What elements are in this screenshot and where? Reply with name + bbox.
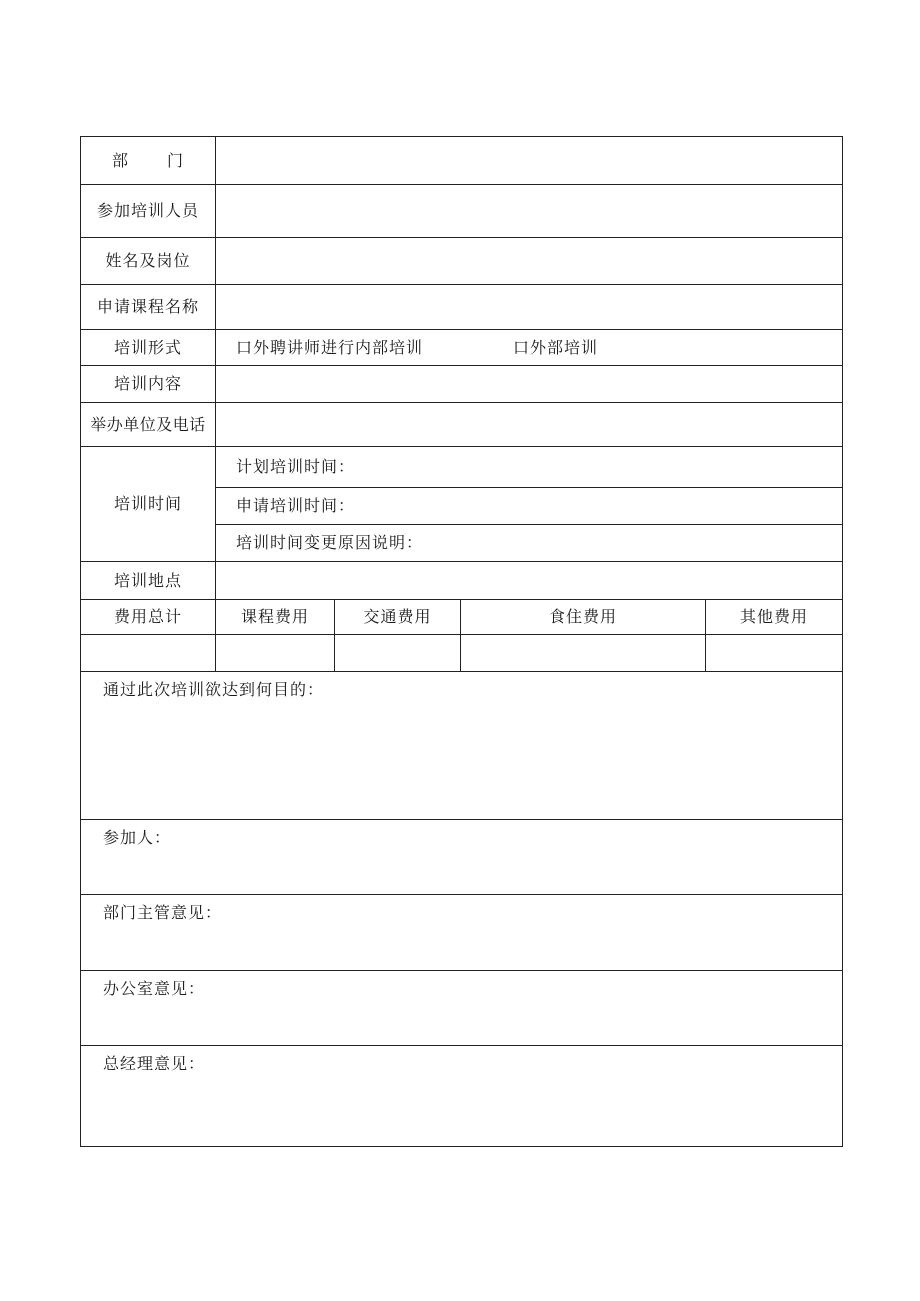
organizer-phone-row <box>81 403 843 447</box>
department-row <box>81 137 843 185</box>
time-change-reason-field[interactable]: 培训时间变更原因说明： <box>216 525 843 562</box>
course-fee-field[interactable] <box>216 635 335 672</box>
cost-value-row <box>81 635 843 672</box>
training-content-field[interactable] <box>216 366 843 403</box>
purpose-row <box>81 672 843 820</box>
name-position-row <box>81 238 843 285</box>
course-fee-label: 课程费用 <box>216 600 335 635</box>
cost-header-row <box>81 600 843 635</box>
cost-total-label: 费用总计 <box>81 600 216 635</box>
planned-time-field[interactable]: 计划培训时间： <box>216 447 843 488</box>
training-form-options <box>216 330 843 366</box>
gm-opinion-label: 总经理意见： <box>103 1054 206 1073</box>
transport-fee-label: 交通费用 <box>335 600 461 635</box>
department-label-a: 部 <box>111 150 129 170</box>
participant-label: 参加人： <box>103 828 172 847</box>
option-external-checkbox[interactable]: 口外部培训 <box>513 337 599 357</box>
dept-manager-opinion-label: 部门主管意见： <box>103 903 223 922</box>
training-content-label: 培训内容 <box>81 366 216 403</box>
option-internal-checkbox[interactable]: 口外聘讲师进行内部培训 <box>236 337 424 357</box>
name-position-field[interactable] <box>216 238 843 285</box>
other-fee-label: 其他费用 <box>706 600 843 635</box>
training-time-planned-row <box>81 447 843 488</box>
training-application-form <box>80 136 843 1147</box>
participant-row <box>81 820 843 895</box>
transport-fee-field[interactable] <box>335 635 461 672</box>
office-opinion-row <box>81 971 843 1046</box>
other-fee-field[interactable] <box>706 635 843 672</box>
course-name-label: 申请课程名称 <box>81 285 216 330</box>
department-field[interactable] <box>216 137 843 185</box>
training-form-row <box>81 330 843 366</box>
board-fee-label: 食住费用 <box>461 600 706 635</box>
organizer-phone-label: 举办单位及电话 <box>81 403 216 447</box>
dept-manager-opinion-field[interactable] <box>81 895 843 971</box>
training-time-label: 培训时间 <box>81 447 216 562</box>
training-location-field[interactable] <box>216 562 843 600</box>
cost-total-field[interactable] <box>81 635 216 672</box>
training-location-row <box>81 562 843 600</box>
organizer-phone-field[interactable] <box>216 403 843 447</box>
participants-row <box>81 185 843 238</box>
training-location-label: 培训地点 <box>81 562 216 600</box>
course-name-row <box>81 285 843 330</box>
course-name-field[interactable] <box>216 285 843 330</box>
office-opinion-label: 办公室意见： <box>103 979 206 998</box>
department-label-b: 门 <box>167 150 185 170</box>
gm-opinion-row <box>81 1046 843 1147</box>
applied-time-field[interactable]: 申请培训时间： <box>216 488 843 525</box>
participants-label: 参加培训人员 <box>81 185 216 238</box>
office-opinion-field[interactable] <box>81 971 843 1046</box>
name-position-label: 姓名及岗位 <box>81 238 216 285</box>
dept-manager-row <box>81 895 843 971</box>
training-content-row <box>81 366 843 403</box>
purpose-label: 通过此次培训欲达到何目的： <box>103 680 325 699</box>
training-form-label: 培训形式 <box>81 330 216 366</box>
participant-field[interactable] <box>81 820 843 895</box>
board-fee-field[interactable] <box>461 635 706 672</box>
participants-field[interactable] <box>216 185 843 238</box>
department-label <box>81 137 216 185</box>
purpose-field[interactable] <box>81 672 843 820</box>
gm-opinion-field[interactable] <box>81 1046 843 1147</box>
